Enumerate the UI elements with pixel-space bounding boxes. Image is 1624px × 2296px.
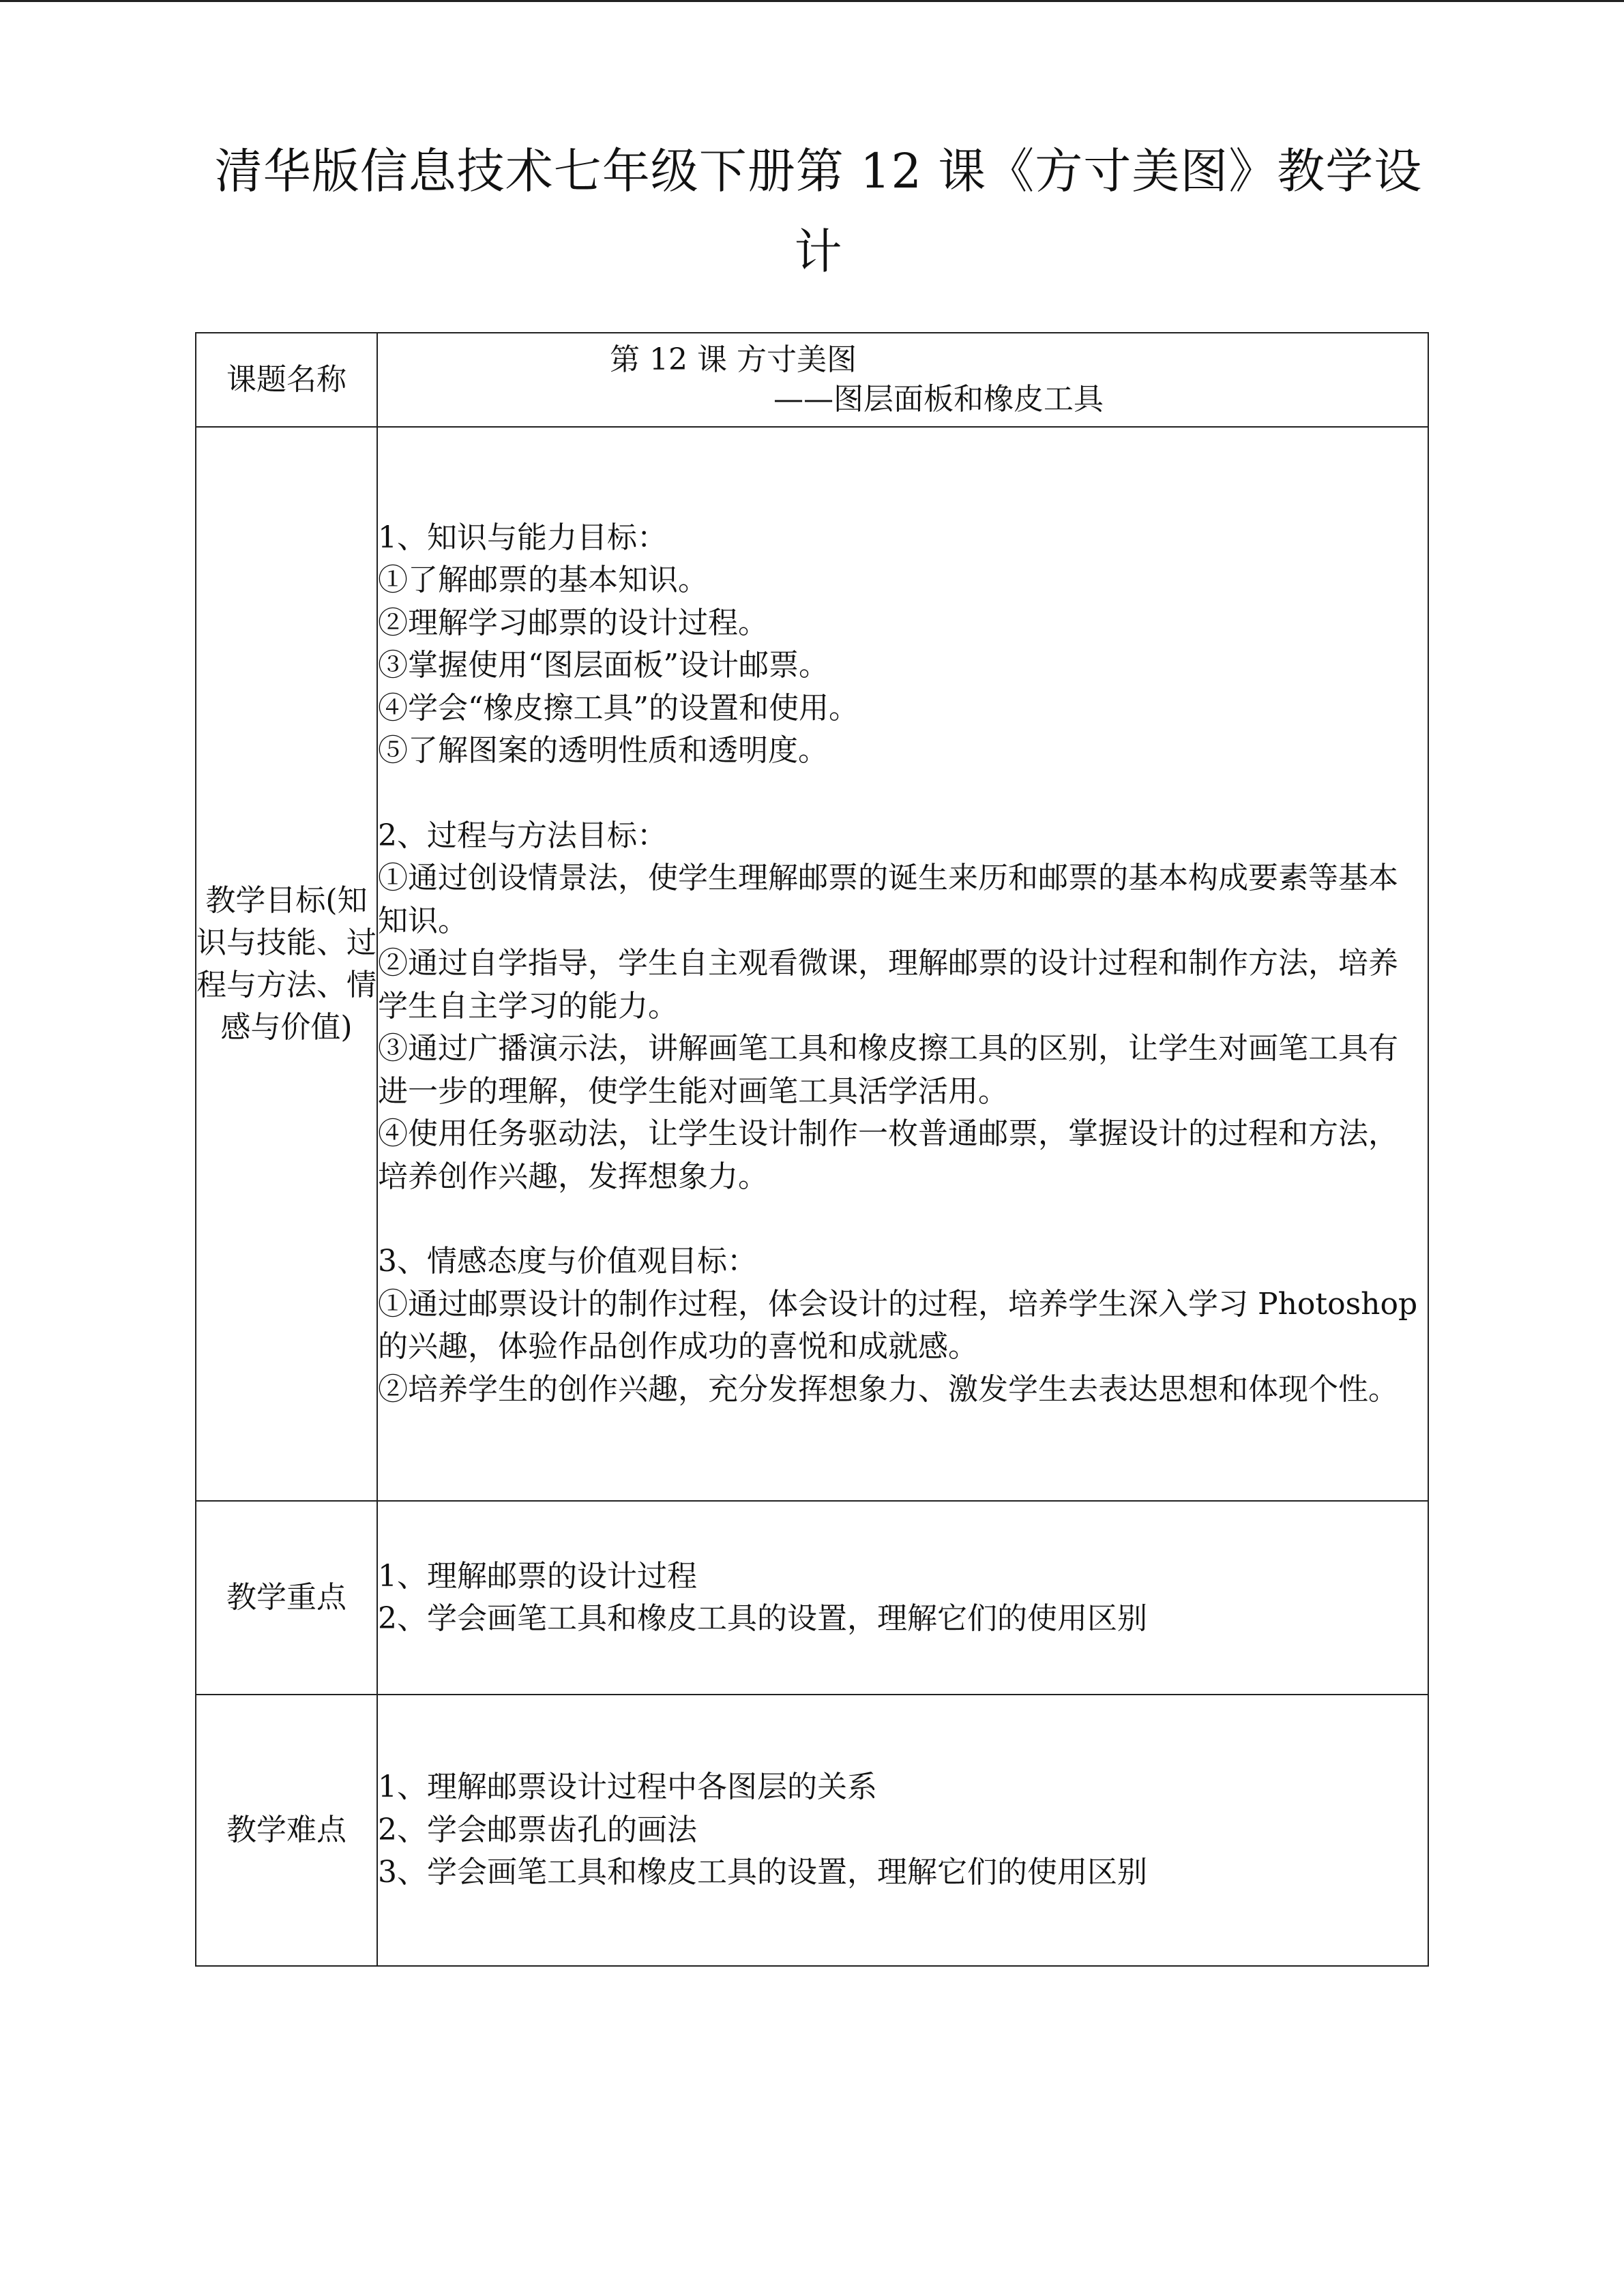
teaching-difficulties-label: 教学难点 [196, 1695, 377, 1966]
goals-section-2-item: ④使用任务驱动法，让学生设计制作一枚普通邮票，掌握设计的过程和方法，培养创作兴趣，发挥想象力。 [378, 1116, 1398, 1194]
document-title: 清华版信息技术七年级下册第 12 课《方寸美图》教学设计 [214, 143, 1423, 280]
goals-section-2-item: ③通过广播演示法，讲解画笔工具和橡皮擦工具的区别，让学生对画笔工具有进一步的理解，使学生能对画笔工具活学活用。 [378, 1031, 1398, 1109]
lesson-title-main: 第 12 课 方寸美图 [610, 342, 857, 377]
teaching-key-points-row [196, 1501, 1428, 1695]
goals-section-1-item: ⑤了解图案的透明性质和透明度。 [378, 733, 828, 769]
goals-section-1-item: ①了解邮票的基本知识。 [378, 563, 708, 598]
teaching-difficulties-content [377, 1695, 1428, 1966]
goals-section-3-item: ②培养学生的创作兴趣，充分发挥想象力、激发学生去表达思想和体现个性。 [378, 1371, 1398, 1407]
lesson-title-subtitle: ——图层面板和橡皮工具 [773, 382, 1104, 417]
page-top-border [0, 0, 1624, 2]
goals-section-1-item: ④学会“橡皮擦工具”的设置和使用。 [378, 690, 859, 726]
teaching-key-points-content [377, 1501, 1428, 1695]
difficulty-item: 1、理解邮票设计过程中各图层的关系 [378, 1770, 877, 1805]
goals-section-3-heading: 3、情感态度与价值观目标： [378, 1244, 757, 1279]
teaching-key-points-label: 教学重点 [196, 1501, 377, 1695]
section-spacer [378, 773, 1428, 815]
section-spacer [378, 1198, 1428, 1240]
goals-section-2-item: ①通过创设情景法，使学生理解邮票的诞生来历和邮票的基本构成要素等基本知识。 [378, 861, 1398, 938]
teaching-goals-label: 教学目标(知识与技能、过程与方法、情感与价值) [196, 427, 377, 1501]
goals-section-1-item: ③掌握使用“图层面板”设计邮票。 [378, 648, 829, 683]
lesson-title-row [196, 333, 1428, 427]
difficulty-item: 2、学会邮票齿孔的画法 [378, 1812, 697, 1847]
key-point-item: 2、学会画笔工具和橡皮工具的设置，理解它们的使用区别 [378, 1601, 1147, 1636]
goals-section-3-item: ①通过邮票设计的制作过程，体会设计的过程，培养学生深入学习 Photoshop 的兴趣，体验作品创作成功的喜悦和成就感。 [378, 1286, 1418, 1365]
lesson-plan-table [195, 332, 1429, 1967]
teaching-difficulties-row [196, 1695, 1428, 1966]
lesson-title-content [377, 333, 1428, 427]
teaching-goals-content [377, 427, 1428, 1501]
goals-section-1-item: ②理解学习邮票的设计过程。 [378, 605, 768, 640]
key-point-item: 1、理解邮票的设计过程 [378, 1558, 697, 1594]
goals-section-1-heading: 1、知识与能力目标： [378, 520, 667, 555]
goals-section-2-heading: 2、过程与方法目标： [378, 818, 667, 853]
lesson-title-label: 课题名称 [196, 333, 377, 427]
difficulty-item: 3、学会画笔工具和橡皮工具的设置，理解它们的使用区别 [378, 1855, 1147, 1890]
teaching-goals-row [196, 427, 1428, 1501]
goals-section-2-item: ②通过自学指导，学生自主观看微课，理解邮票的设计过程和制作方法，培养学生自主学习的能力。 [378, 946, 1398, 1024]
